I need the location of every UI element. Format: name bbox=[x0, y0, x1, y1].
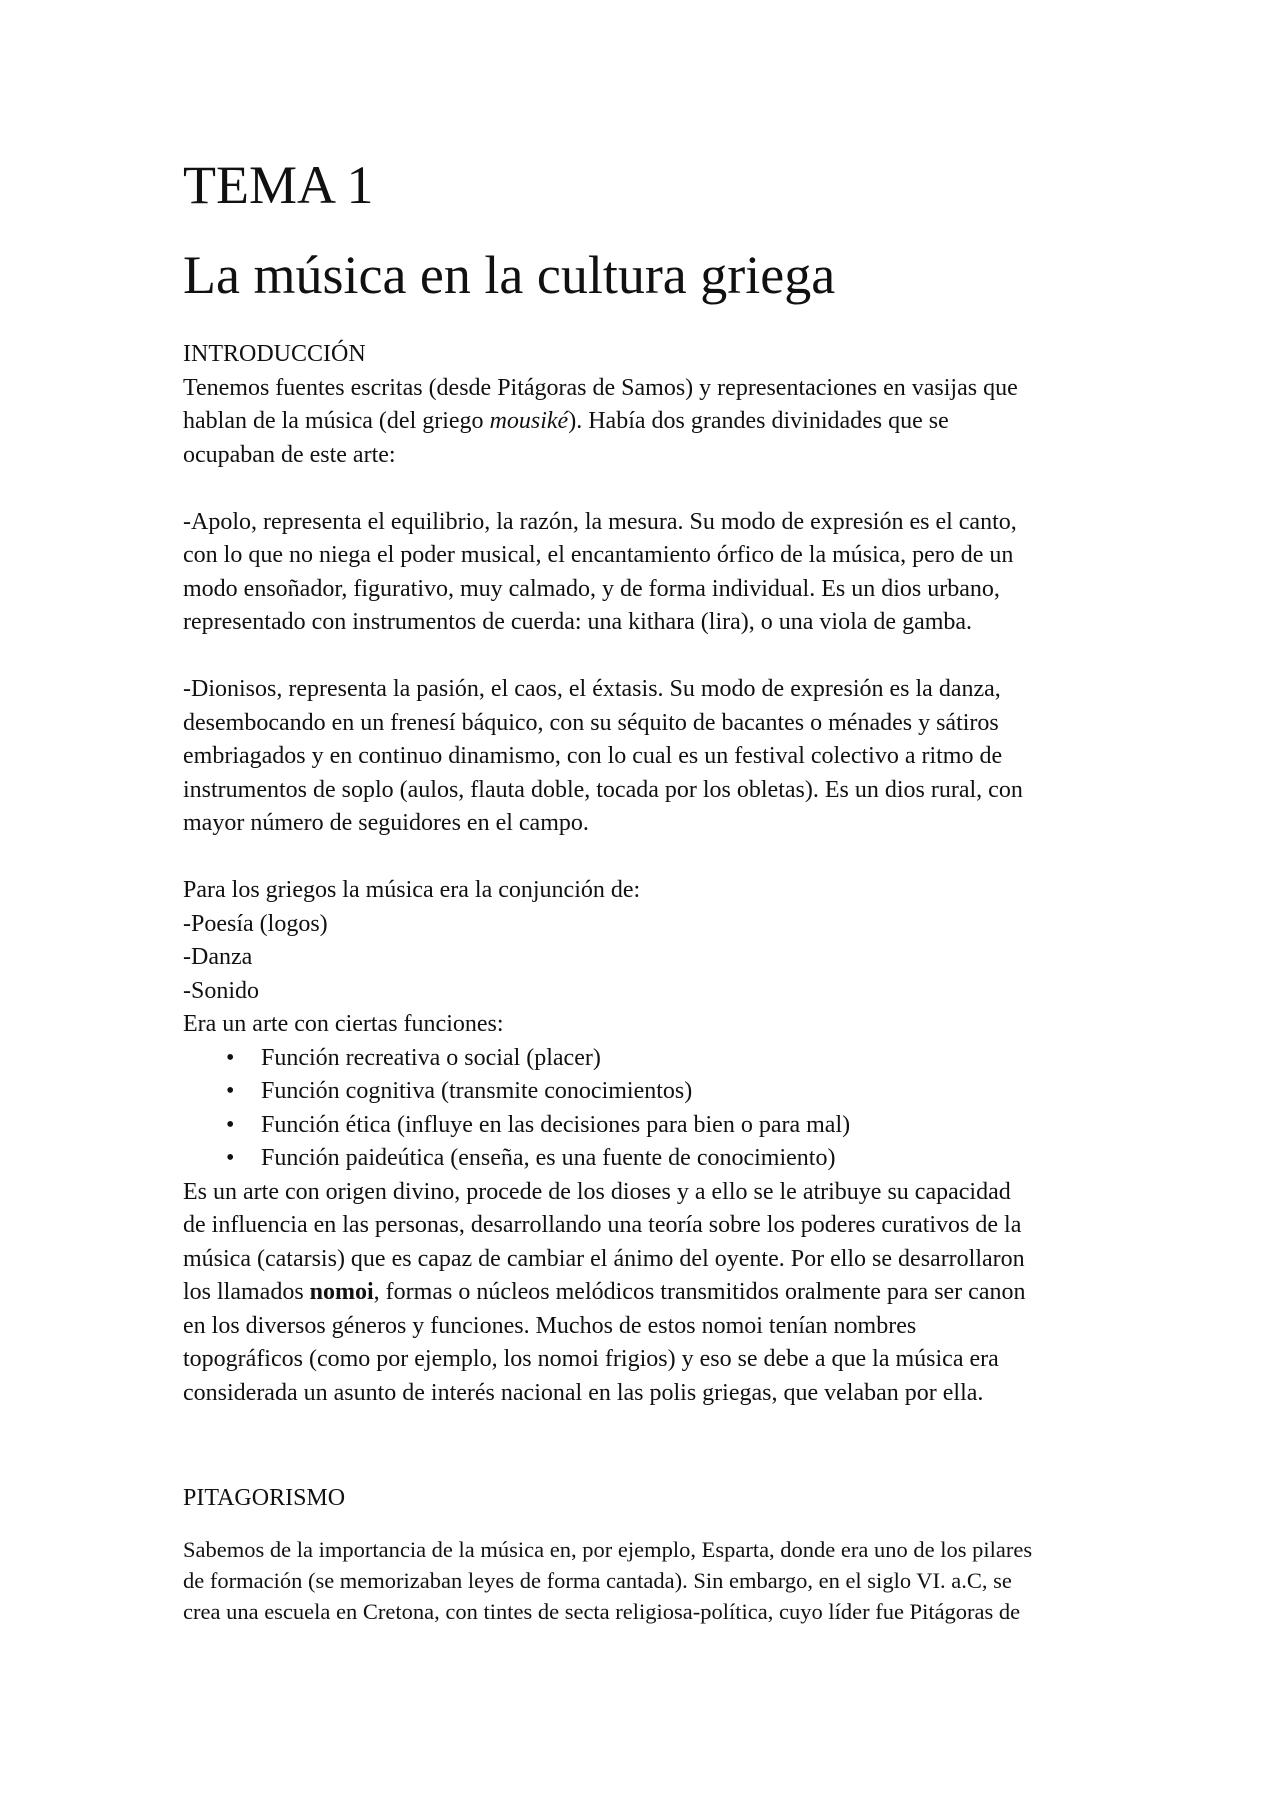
paragraph-gap bbox=[183, 640, 1103, 674]
apolo-line: representado con instrumentos de cuerda: una kithara (lira), o una viola de gamba. bbox=[183, 609, 973, 635]
pitagorismo-line: crea una escuela en Cretona, con tintes de secta religiosa-política, cuyo líder fue Pitágoras de bbox=[183, 1599, 1021, 1624]
origen-line bbox=[183, 1276, 1103, 1310]
list-item-text: Función cognitiva (transmite conocimientos) bbox=[261, 1078, 693, 1104]
conjuncion-intro: Para los griegos la música era la conjunción de: bbox=[183, 877, 641, 903]
intro-line-2-a: hablan de la música (del griego bbox=[183, 408, 490, 434]
dionisos-line: embriagados y en continuo dinamismo, con lo cual es un festival colectivo a ritmo de bbox=[183, 743, 1003, 769]
origen-line: considerada un asunto de interés nacional en las polis griegas, que velaban por ella. bbox=[183, 1379, 984, 1406]
list-item-text: Función paideútica (enseña, es una fuente de conocimiento) bbox=[261, 1145, 836, 1171]
origen-line: música (catarsis) que es capaz de cambiar el ánimo del oyente. Por ello se desarrollaron bbox=[183, 1245, 1025, 1272]
dionisos-line: desembocando en un frenesí báquico, con su séquito de bacantes o ménades y sátiros bbox=[183, 709, 999, 736]
paragraph-gap bbox=[183, 841, 1103, 875]
conjuncion-item: -Danza bbox=[183, 944, 253, 970]
origen-line: topográficos (como por ejemplo, los nomoi frigios) y eso se debe a que la música era bbox=[183, 1346, 999, 1372]
pitagorismo-paragraph bbox=[183, 1534, 1103, 1627]
bullet-icon: • bbox=[226, 1044, 235, 1071]
mousike-term: mousiké bbox=[489, 408, 569, 434]
list-item bbox=[183, 1042, 1103, 1076]
origen-line: Es un arte con origen divino, procede de los dioses y a ello se le atribuye su capacidad bbox=[183, 1178, 1011, 1205]
pitagorismo-line: Sabemos de la importancia de la música en, por ejemplo, Esparta, donde era uno de los pilares bbox=[183, 1537, 1033, 1562]
intro-line-1: Tenemos fuentes escritas (desde Pitágoras de Samos) y representaciones en vasijas que bbox=[183, 374, 1018, 401]
pitagorismo-line: de formación (se memorizaban leyes de forma cantada). Sin embargo, en el siglo VI. a.C, se bbox=[183, 1568, 1012, 1593]
conjuncion-item: -Poesía (logos) bbox=[183, 910, 328, 937]
dionisos-line: mayor número de seguidores en el campo. bbox=[183, 810, 589, 836]
list-item bbox=[183, 1142, 1103, 1176]
origen-line-4-a: los llamados bbox=[183, 1279, 310, 1305]
list-item bbox=[183, 1109, 1103, 1143]
document-title-line1: TEMA 1 bbox=[183, 155, 374, 215]
dionisos-paragraph bbox=[183, 673, 1103, 841]
intro-line-2-b: ). Había dos grandes divinidades que se bbox=[568, 408, 949, 434]
dionisos-line: -Dionisos, representa la pasión, el caos, el éxtasis. Su modo de expresión es la danza, bbox=[183, 676, 1001, 702]
origen-line-4-b: , formas o núcleos melódicos transmitidos oralmente para ser canon bbox=[373, 1279, 1026, 1305]
list-item-text: Función ética (influye en las decisiones para bien o para mal) bbox=[261, 1111, 851, 1138]
introduccion-section bbox=[183, 338, 1103, 1410]
dionisos-line: instrumentos de soplo (aulos, flauta doble, tocada por los obletas). Es un dios rural, con bbox=[183, 776, 1023, 803]
introduccion-heading: INTRODUCCIÓN bbox=[183, 341, 366, 367]
apolo-paragraph bbox=[183, 506, 1103, 640]
document-title-line2: La música en la cultura griega bbox=[183, 245, 836, 305]
intro-line-3: ocupaban de este arte: bbox=[183, 441, 396, 468]
apolo-line: modo ensoñador, figurativo, muy calmado, y de forma individual. Es un dios urbano, bbox=[183, 575, 1000, 602]
bullet-icon: • bbox=[226, 1078, 235, 1104]
origen-paragraph bbox=[183, 1176, 1103, 1411]
bullet-icon: • bbox=[226, 1111, 235, 1138]
intro-paragraph bbox=[183, 372, 1103, 473]
bullet-icon: • bbox=[226, 1145, 235, 1171]
intro-line-2 bbox=[183, 405, 1103, 439]
conjuncion-item: -Sonido bbox=[183, 977, 260, 1004]
apolo-line: con lo que no niega el poder musical, el encantamiento órfico de la música, pero de un bbox=[183, 542, 1014, 568]
origen-line: de influencia en las personas, desarrollando una teoría sobre los poderes curativos de la bbox=[183, 1212, 1022, 1238]
nomoi-term: nomoi bbox=[309, 1279, 374, 1305]
origen-line: en los diversos géneros y funciones. Muchos de estos nomoi tenían nombres bbox=[183, 1312, 917, 1339]
list-item bbox=[183, 1075, 1103, 1109]
funciones-list bbox=[183, 1042, 1103, 1176]
funciones-intro: Era un arte con ciertas funciones: bbox=[183, 1011, 504, 1037]
pitagorismo-heading: PITAGORISMO bbox=[183, 1485, 346, 1511]
list-item-text: Función recreativa o social (placer) bbox=[261, 1044, 601, 1071]
apolo-line: -Apolo, representa el equilibrio, la razón, la mesura. Su modo de expresión es el canto, bbox=[183, 508, 1017, 535]
paragraph-gap bbox=[183, 472, 1103, 506]
